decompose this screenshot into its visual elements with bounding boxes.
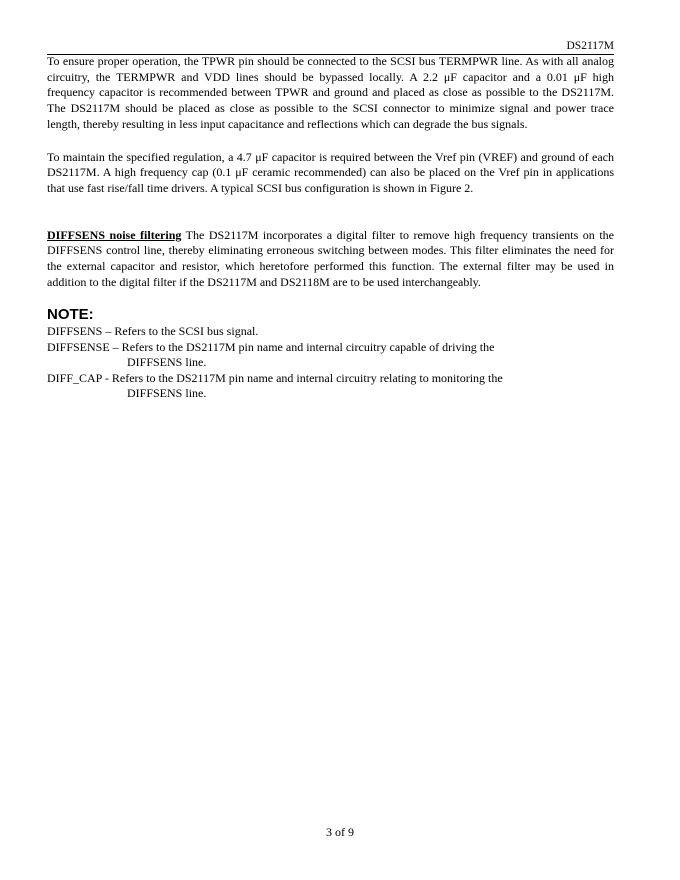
section-heading-diffsens: DIFFSENS noise filtering — [47, 227, 182, 242]
page-number: 3 of 9 — [326, 825, 354, 839]
note-item-continuation: DIFFSENS line. — [127, 386, 207, 401]
note-item-diffsense — [47, 340, 614, 371]
note-item-diffsens — [47, 324, 614, 340]
page-header — [47, 39, 614, 55]
paragraph-vref-regulation: To maintain the specified regulation, a 4.7 μF capacitor is required between the Vref pin (VREF) and ground of each DS2117M. A high frequency cap (0.1 μF ceramic recommended) can also be placed on the Vref pin in applications that use fast rise/fall time drivers. A typical SCSI bus configuration is shown in Figure 2. — [47, 149, 614, 195]
note-title: NOTE: — [47, 306, 94, 324]
note-item-text: DIFFSENS – Refers to the SCSI bus signal. — [47, 324, 259, 339]
page-content — [47, 54, 614, 402]
document-code: DS2117M — [566, 40, 614, 52]
note-list — [47, 324, 614, 402]
note-item-diff-cap — [47, 371, 614, 402]
note-item-continuation: DIFFSENS line. — [127, 355, 207, 370]
note-item-text: DIFF_CAP - Refers to the DS2117M pin name and internal circuitry relating to monitoring the — [47, 370, 503, 385]
paragraph-bypass-capacitors: To ensure proper operation, the TPWR pin should be connected to the SCSI bus TERMPWR line. As with all analog circuitry, the TERMPWR and VDD lines should be bypassed locally. A 2.2 μF capacitor and a 0.01 μF high frequency capacitor is recommended between TPWR and ground and placed as close as possible to the DS2117M. The DS2117M should be placed as close as possible to the SCSI connector to minimize signal and power trace length, thereby resulting in less input capacitance and reflections which can degrade the bus signals. — [47, 54, 614, 131]
note-item-text: DIFFSENSE – Refers to the DS2117M pin name and internal circuitry capable of driving the — [47, 339, 495, 354]
paragraph-diffsens-filtering — [47, 228, 614, 291]
paragraph-diffsens-body: The DS2117M incorporates a digital filter to remove high frequency transients on the DIFFSENS control line, thereby eliminating erroneous switching between modes. This filter eliminates the need for the external capacitor and resistor, which heretofore performed this function. The external filter may be used in addition to the digital filter if the DS2117M and DS2118M are to be used interchangeably. — [47, 227, 614, 289]
